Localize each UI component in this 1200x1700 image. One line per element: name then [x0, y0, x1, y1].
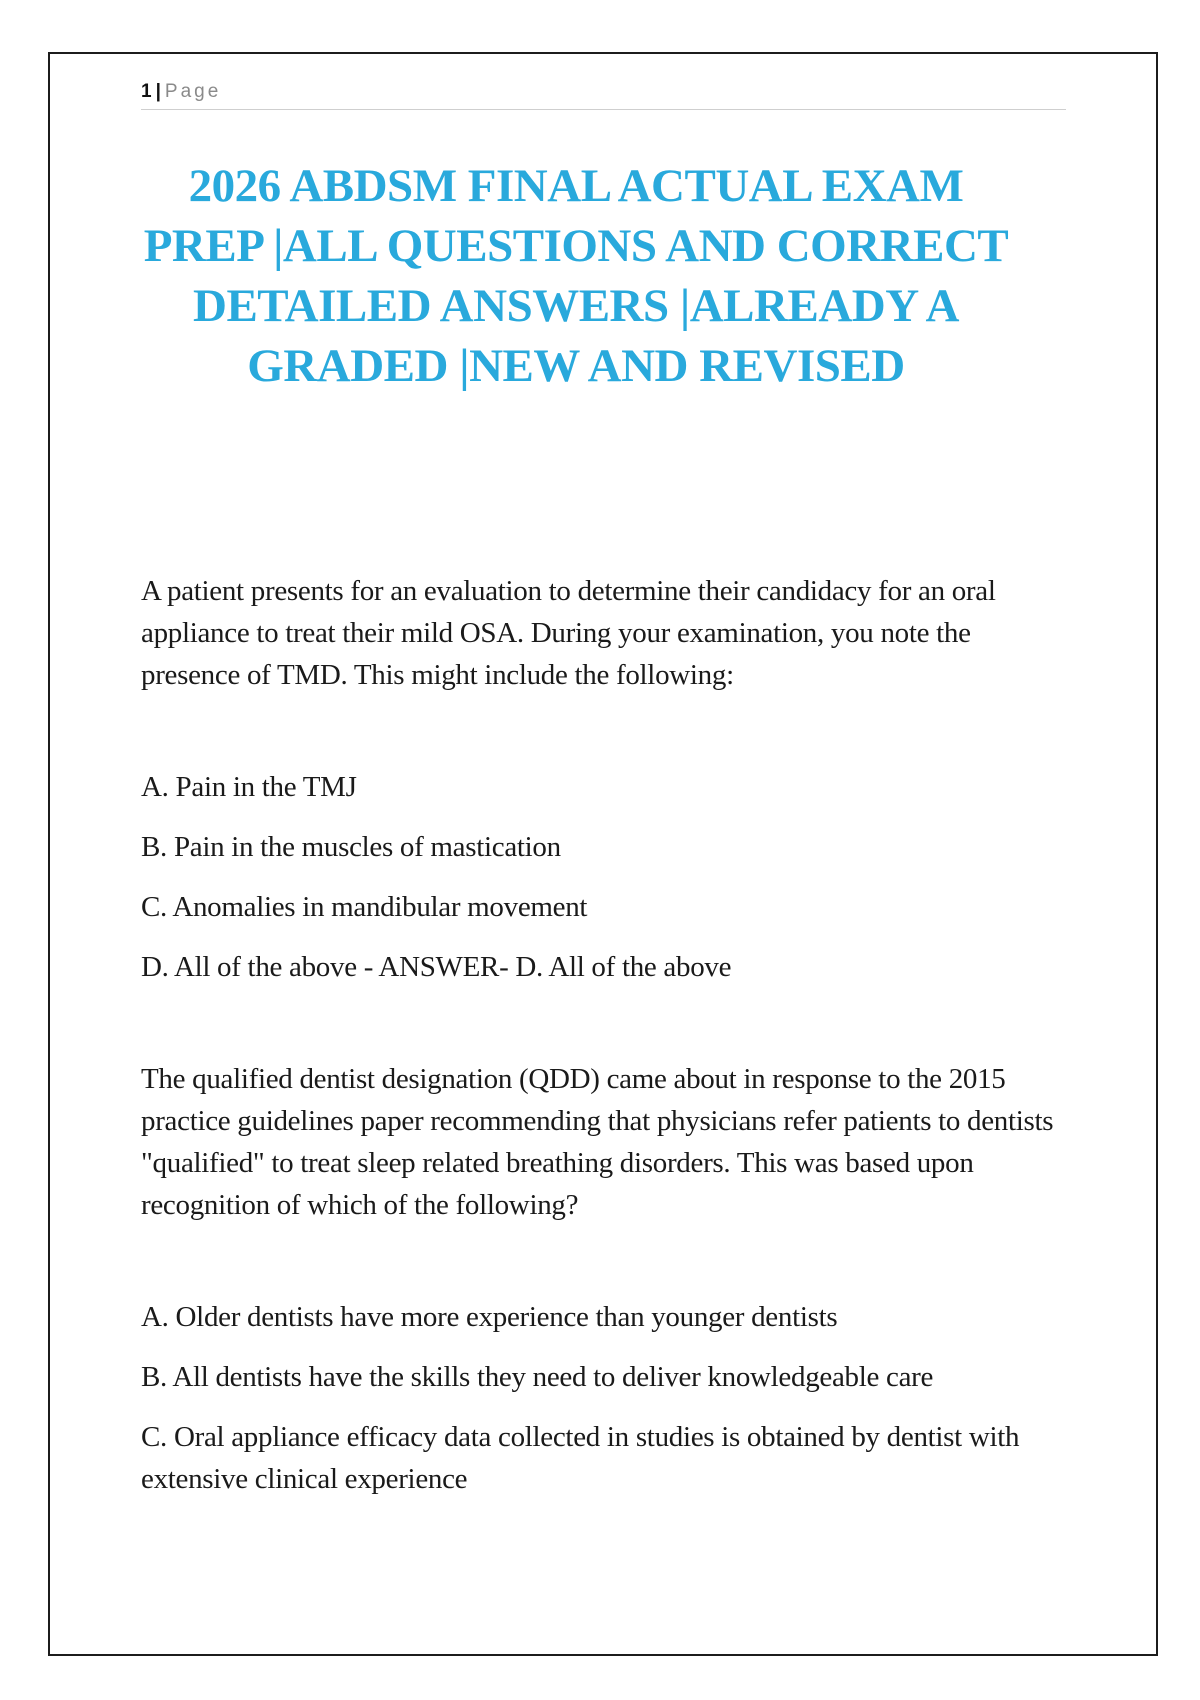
question-2-stem: The qualified dentist designation (QDD) came about in response to the 2015 practice guidelines paper recommending that physicians refer patients to dentists "qualified" to treat sleep related breathing disorders. This was based upon recognition of which of the following? [141, 1063, 1054, 1221]
question-2-option-b: B. All dentists have the skills they need to deliver knowledgeable care [141, 1361, 934, 1393]
question-1-option-b: B. Pain in the muscles of mastication [141, 831, 561, 863]
question-1-stem: A patient presents for an evaluation to determine their candidacy for an oral appliance to treat their mild OSA. During your examination, you note the presence of TMD. This might include the following: [141, 575, 996, 691]
page-number: 1 [141, 81, 152, 102]
page-label: Page [164, 81, 222, 102]
document-body [141, 570, 1076, 1518]
question-2-option-c: C. Oral appliance efficacy data collected in studies is obtained by dentist with extensive clinical experience [141, 1421, 1020, 1495]
document-title: 2026 ABDSM FINAL ACTUAL EXAM PREP |ALL QUESTIONS AND CORRECT DETAILED ANSWERS |ALREADY A GRADED |NEW AND REVISED [143, 160, 1009, 392]
question-2-option-a: A. Older dentists have more experience than younger dentists [141, 1301, 838, 1333]
page-separator: | [155, 81, 161, 102]
question-1-option-c: C. Anomalies in mandibular movement [141, 891, 588, 923]
page-header [141, 80, 1066, 110]
question-1-option-a: A. Pain in the TMJ [141, 771, 357, 803]
question-1-option-d-answer: D. All of the above - ANSWER- D. All of the above [141, 951, 732, 983]
